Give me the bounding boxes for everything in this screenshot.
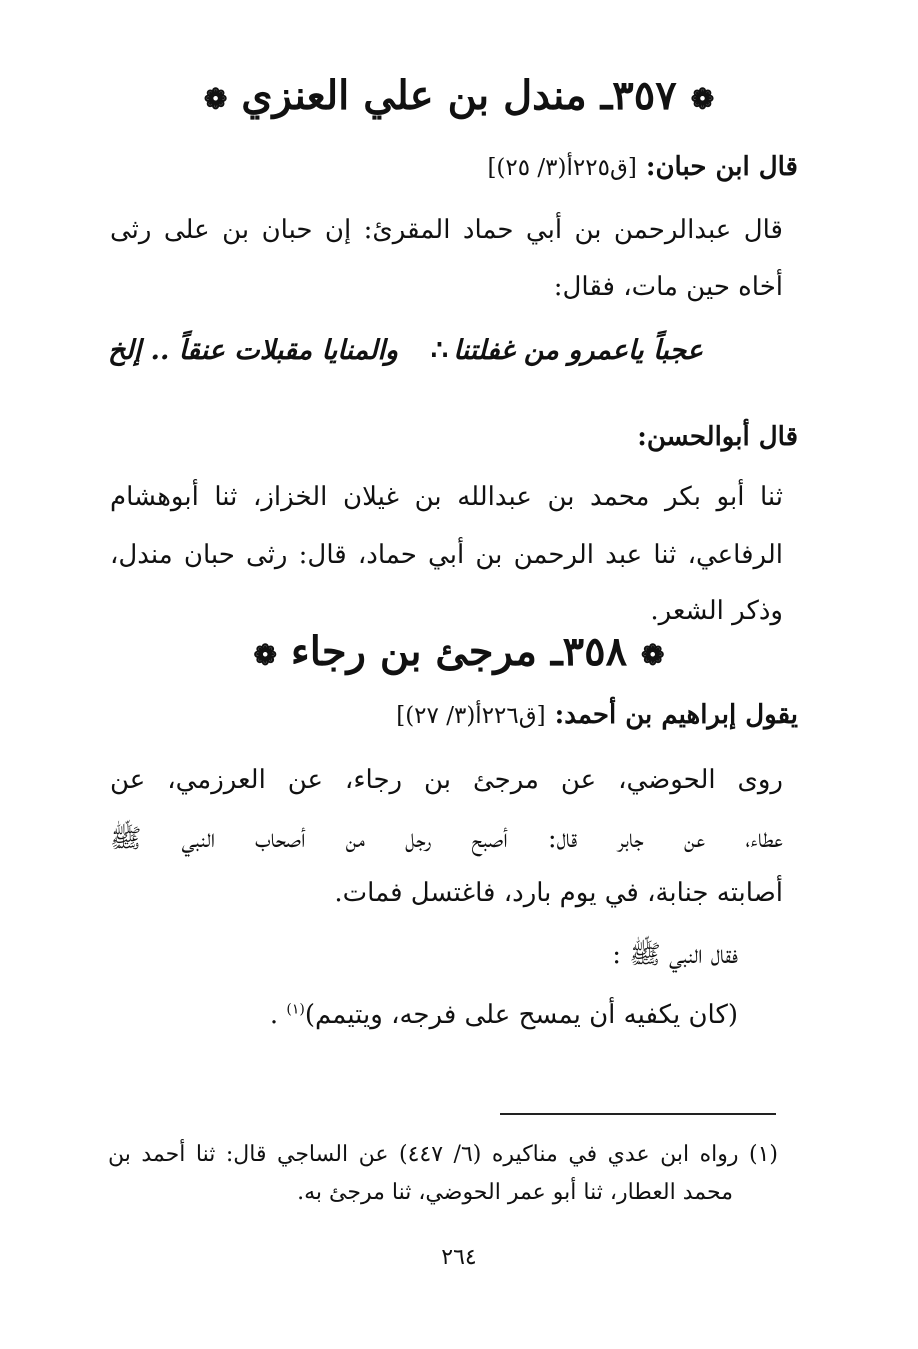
para3-line1: روى الحوضي، عن مرجئ بن رجاء، عن العرزمي، عن xyxy=(110,765,783,795)
ornament-right-icon: ❁ xyxy=(690,82,715,116)
ornament-right-icon: ❁ xyxy=(641,638,665,672)
ornament-left-icon: ❁ xyxy=(253,638,277,672)
entry-357-title-text: ٣٥٧ـ مندل بن علي العنزي xyxy=(241,72,677,119)
entry-358-title-text: ٣٥٨ـ مرجئ بن رجاء xyxy=(290,628,628,675)
para2-line2: الرفاعي، ثنا عبد الرحمن بن أبي حماد، قال: رثى حبان مندل، xyxy=(110,540,783,570)
ibrahim-heading xyxy=(396,700,798,730)
hadith-quote: (كان يكفيه أن يمسح على فرجه، ويتيمم) xyxy=(304,1000,738,1030)
para1-line1: قال عبدالرحمن بن أبي حماد المقرئ: إن حبان بن على رثى xyxy=(110,215,783,245)
footnote-divider xyxy=(500,1113,776,1115)
saying-intro: فقال النبي ﷺ : xyxy=(612,940,738,970)
ibrahim-ref: [ق٢٢٦أ(٣/ ٢٧)] xyxy=(396,703,546,729)
para2-line1: ثنا أبو بكر محمد بن عبدالله بن غيلان الخزاز، ثنا أبوهشام xyxy=(110,482,783,512)
para2-line3: وذكر الشعر. xyxy=(650,596,783,626)
ibn-hibban-heading xyxy=(487,152,798,182)
hadith-end: . xyxy=(269,1000,279,1030)
para1-line2: أخاه حين مات، فقال: xyxy=(553,272,783,302)
ornament-left-icon: ❁ xyxy=(203,82,228,116)
entry-358-title xyxy=(0,628,918,675)
verse-separator: ∴ xyxy=(430,335,448,366)
ibn-hibban-label: قال ابن حبان: xyxy=(645,152,798,182)
abulhasan-heading: قال أبوالحسن: xyxy=(637,422,798,452)
page-number: ٢٦٤ xyxy=(441,1245,477,1270)
para3-line3: أصابته جنابة، في يوم بارد، فاغتسل فمات. xyxy=(334,878,783,908)
para3-line2: عطاء، عن جابر قال: أصبح رجل من أصحاب النبي ﷺ xyxy=(110,824,783,854)
ibn-hibban-ref: [ق٢٢٥أ(٣/ ٢٥)] xyxy=(487,155,637,181)
footnote-ref[interactable]: (١) xyxy=(286,1001,305,1018)
footnote-line2: محمد العطار، ثنا أبو عمر الحوضي، ثنا مرجئ به. xyxy=(297,1180,733,1205)
footnote-line1: (١) رواه ابن عدي في مناكيره (٦/ ٤٤٧) عن الساجي قال: ثنا أحمد بن xyxy=(108,1142,779,1167)
entry-357-title xyxy=(0,72,918,119)
hadith-text xyxy=(270,1000,738,1030)
verse-first-hemistich: عجباً ياعمرو من غفلتنا xyxy=(453,335,703,366)
verse-second-hemistich: والمنايا مقبلات عنقاً .. إلخ xyxy=(108,335,398,366)
ibrahim-label: يقول إبراهيم بن أحمد: xyxy=(554,700,798,730)
